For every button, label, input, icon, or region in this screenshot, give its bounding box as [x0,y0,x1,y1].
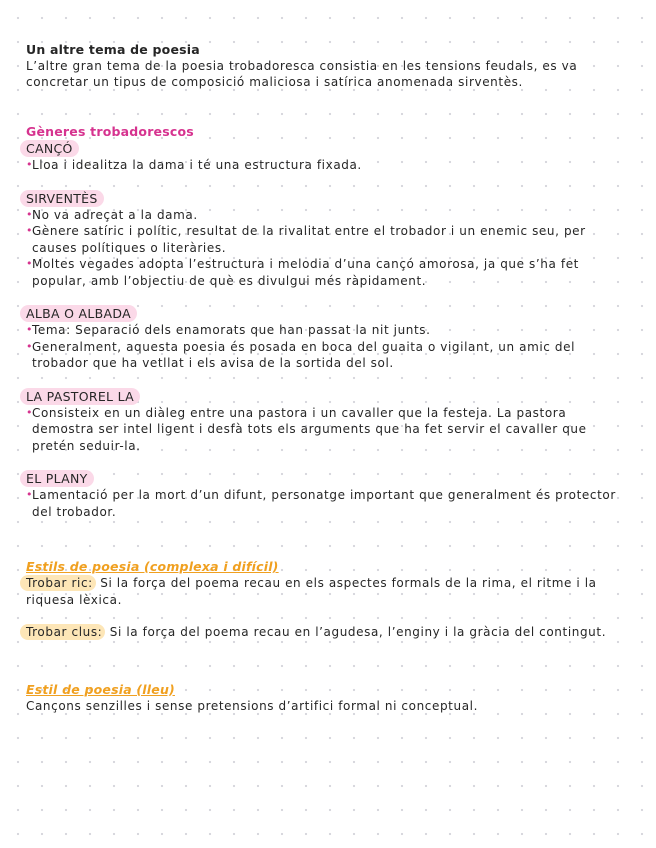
bullet-icon: • [26,323,34,336]
genre-canco [26,140,616,174]
bullet-icon: • [26,158,34,171]
bullet-icon: • [26,207,34,221]
list-item: • Moltes vegades adopta l’estructura i melodia d’una cançó amorosa, ja que s’ha fet popular, amb l’objectiu de què es divulgui més ràpidament. [26,257,579,288]
trobar-ric-term: Trobar ric: [20,575,96,591]
easy-style-title: Estil de poesia (lleu) [26,681,175,697]
trobar-ric-text: Si la força del poema recau en els aspectes formals de la rima, el ritme i la riquesa lèxica. [26,576,597,607]
bullet-icon: • [26,488,34,501]
genre-sirventes [26,190,616,290]
trobar-clus-term: Trobar clus: [20,624,105,640]
list-item: • Consisteix en un diàleg entre una pastora i un cavaller que la festeja. La pastora demostra ser intel ligent i desfà tots els arguments que ha fet servir el cavaller que pretén seduir-la. [26,405,587,453]
list-item: • Lloa i idealitza la dama i té una estructura fixada. [26,158,362,172]
easy-style-text: Cançons senzilles i sense pretensions d’artifici formal ni conceptual. [26,698,478,713]
genre-label: ALBA O ALBADA [20,305,137,322]
bullet-icon: • [26,405,34,419]
intro-text: L’altre gran tema de la poesia trobadoresca consistia en les tensions feudals, es va concretar un tipus de composició maliciosa i satírica anomenada sirventès. [26,59,578,89]
list-item: • Generalment, aquesta poesia és posada en boca del guaita o vigilant, un amic del trobador que ha vetllat i els avisa de la sortida del sol. [26,339,576,370]
list-item: • Tema: Separació dels enamorats que han passat la nit junts. [26,323,431,337]
easy-style [26,681,616,715]
trobar-clus-line [26,624,616,641]
bullet-icon: • [26,257,34,270]
list-item: • No va adreçat a la dama. [26,207,198,222]
trobar-clus-text: Si la força del poema recau en l’agudesa, l’enginy i la gràcia del contingut. [105,625,607,639]
genre-alba [26,305,616,372]
genre-label: SIRVENTÈS [20,190,104,207]
complex-styles [26,558,616,641]
genre-label: CANÇÓ [20,140,79,157]
notes-page [26,42,616,714]
complex-styles-title: Estils de poesia (complexa i difícil) [26,559,279,574]
bullet-icon: • [26,339,34,353]
bullet-icon: • [26,224,34,237]
list-item: • Gènere satíric i polític, resultat de la rivalitat entre el trobador i un enemic seu, per causes polítiques o literàries. [26,224,586,255]
list-item: • Lamentació per la mort d’un difunt, personatge important que generalment és protector del trobador. [26,488,616,519]
genre-label: LA PASTOREL LA [20,388,140,405]
genre-plany [26,470,616,520]
intro-title: Un altre tema de poesia [26,42,200,57]
genres-title: Gèneres trobadorescos [26,124,194,139]
trobar-ric-line [26,575,616,608]
genre-label: EL PLANY [20,470,94,487]
genre-pastorella [26,388,616,455]
